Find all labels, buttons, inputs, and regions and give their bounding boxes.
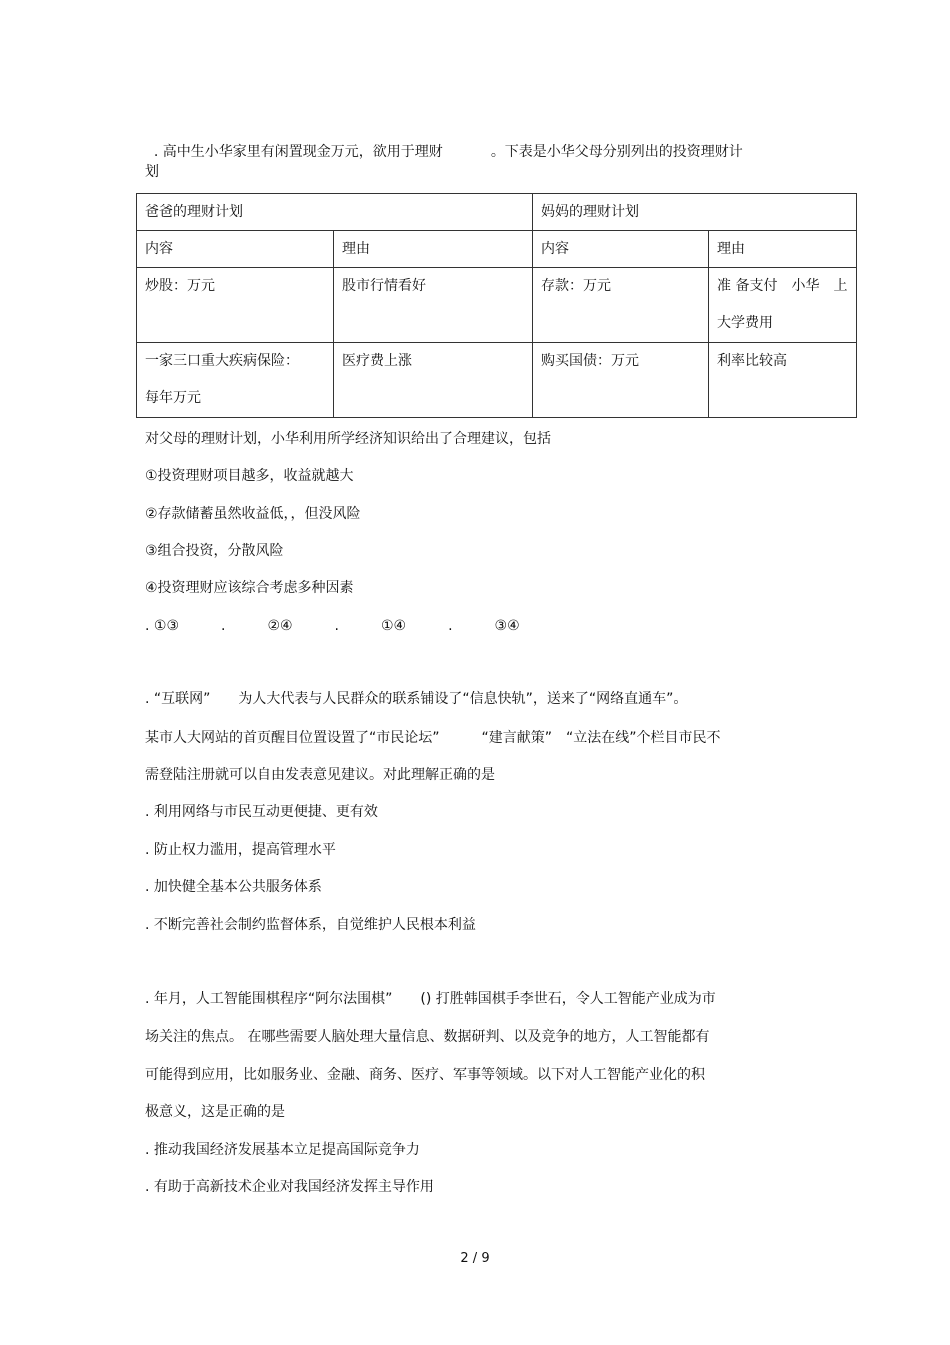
- cell-text: 炒股：万元: [145, 278, 215, 294]
- mom-content-cell: 购买国债：万元: [533, 343, 709, 418]
- q1-item: ④投资理财应该综合考虑多种因素: [145, 580, 354, 596]
- mom-reason-cell: [709, 343, 857, 418]
- q1-item: ③组合投资，分散风险: [145, 543, 284, 559]
- q1-item: ①投资理财项目越多，收益就越大: [145, 468, 354, 484]
- table-row: [137, 268, 857, 343]
- dad-reason-cell: 股市行情看好: [334, 268, 533, 343]
- q1-options: . ①③ . ②④ . ①④ . ③④: [145, 618, 520, 634]
- dad-content-cell: [137, 268, 334, 343]
- dad-plan-header: 爸爸的理财计划: [137, 194, 533, 231]
- q2-option: . 不断完善社会制约监督体系，自觉维护人民根本利益: [145, 917, 476, 933]
- q3-stem-line: 极意义，这是正确的是: [145, 1104, 285, 1120]
- q3-option: . 推动我国经济发展基本立足提高国际竞争力: [145, 1142, 420, 1158]
- q3-option: . 有助于高新技术企业对我国经济发挥主导作用: [145, 1179, 434, 1195]
- q3-stem-line: 可能得到应用，比如服务业、金融、商务、医疗、军事等领域。以下对人工智能产业化的积: [145, 1067, 705, 1083]
- table-row: [137, 343, 857, 418]
- mom-reason-cell: [709, 268, 857, 343]
- finance-plan-table: [136, 193, 857, 418]
- dad-content-cell: [137, 343, 334, 418]
- q2-option: . 利用网络与市民互动更便捷、更有效: [145, 804, 378, 820]
- table-subheader-row: [137, 231, 857, 268]
- cell-text: 一家三口重大疾病保险：: [145, 353, 299, 369]
- q2-stem-line: 某市人大网站的首页醒目位置设置了“市民论坛” “建言献策” “立法在线”个栏目市民不: [145, 730, 721, 746]
- dad-reason-cell: 医疗费上涨: [334, 343, 533, 418]
- q2-stem-line: 需登陆注册就可以自由发表意见建议。对此理解正确的是: [145, 767, 495, 783]
- q1-intro-text-b: 。下表是小华父母分别列出的投资理财计: [490, 144, 743, 160]
- q1-intro-text-a: . 高中生小华家里有闲置现金万元，欲用于理财: [153, 144, 443, 160]
- table-header-row: [137, 194, 857, 231]
- q2-stem-line: . “互联网” 为人大代表与人民群众的联系铺设了“信息快轨”，送来了“网络直通车”。: [145, 691, 688, 707]
- q3-stem-line: 场关注的焦点。 在哪些需要人脑处理大量信息、数据研判、以及竞争的地方，人工智能都有: [145, 1029, 710, 1045]
- dad-content-header: 内容: [137, 231, 334, 268]
- cell-text: 大学费用: [717, 315, 773, 331]
- q1-stem: 对父母的理财计划，小华利用所学经济知识给出了合理建议，包括: [145, 431, 551, 447]
- q3-stem-line: . 年月，人工智能围棋程序“阿尔法围棋” () 打胜韩国棋手李世石，令人工智能产业成为市: [145, 991, 716, 1007]
- cell-text: 每年万元: [145, 390, 201, 406]
- q1-intro-line1: [145, 125, 743, 161]
- mom-content-cell: 存款：万元: [533, 268, 709, 343]
- cell-text: 利率比较高: [717, 353, 787, 369]
- mom-reason-header: 理由: [709, 231, 857, 268]
- q2-option: . 加快健全基本公共服务体系: [145, 879, 322, 895]
- q1-item: ②存款储蓄虽然收益低，，但没风险: [145, 506, 361, 522]
- q1-intro-line2: 划: [145, 164, 159, 180]
- mom-plan-header: 妈妈的理财计划: [533, 194, 857, 231]
- cell-text: 准 备支付 小华 上: [717, 278, 848, 294]
- page-number: 2 / 9: [460, 1251, 490, 1266]
- mom-content-header: 内容: [533, 231, 709, 268]
- dad-reason-header: 理由: [334, 231, 533, 268]
- q2-option: . 防止权力滥用，提高管理水平: [145, 842, 336, 858]
